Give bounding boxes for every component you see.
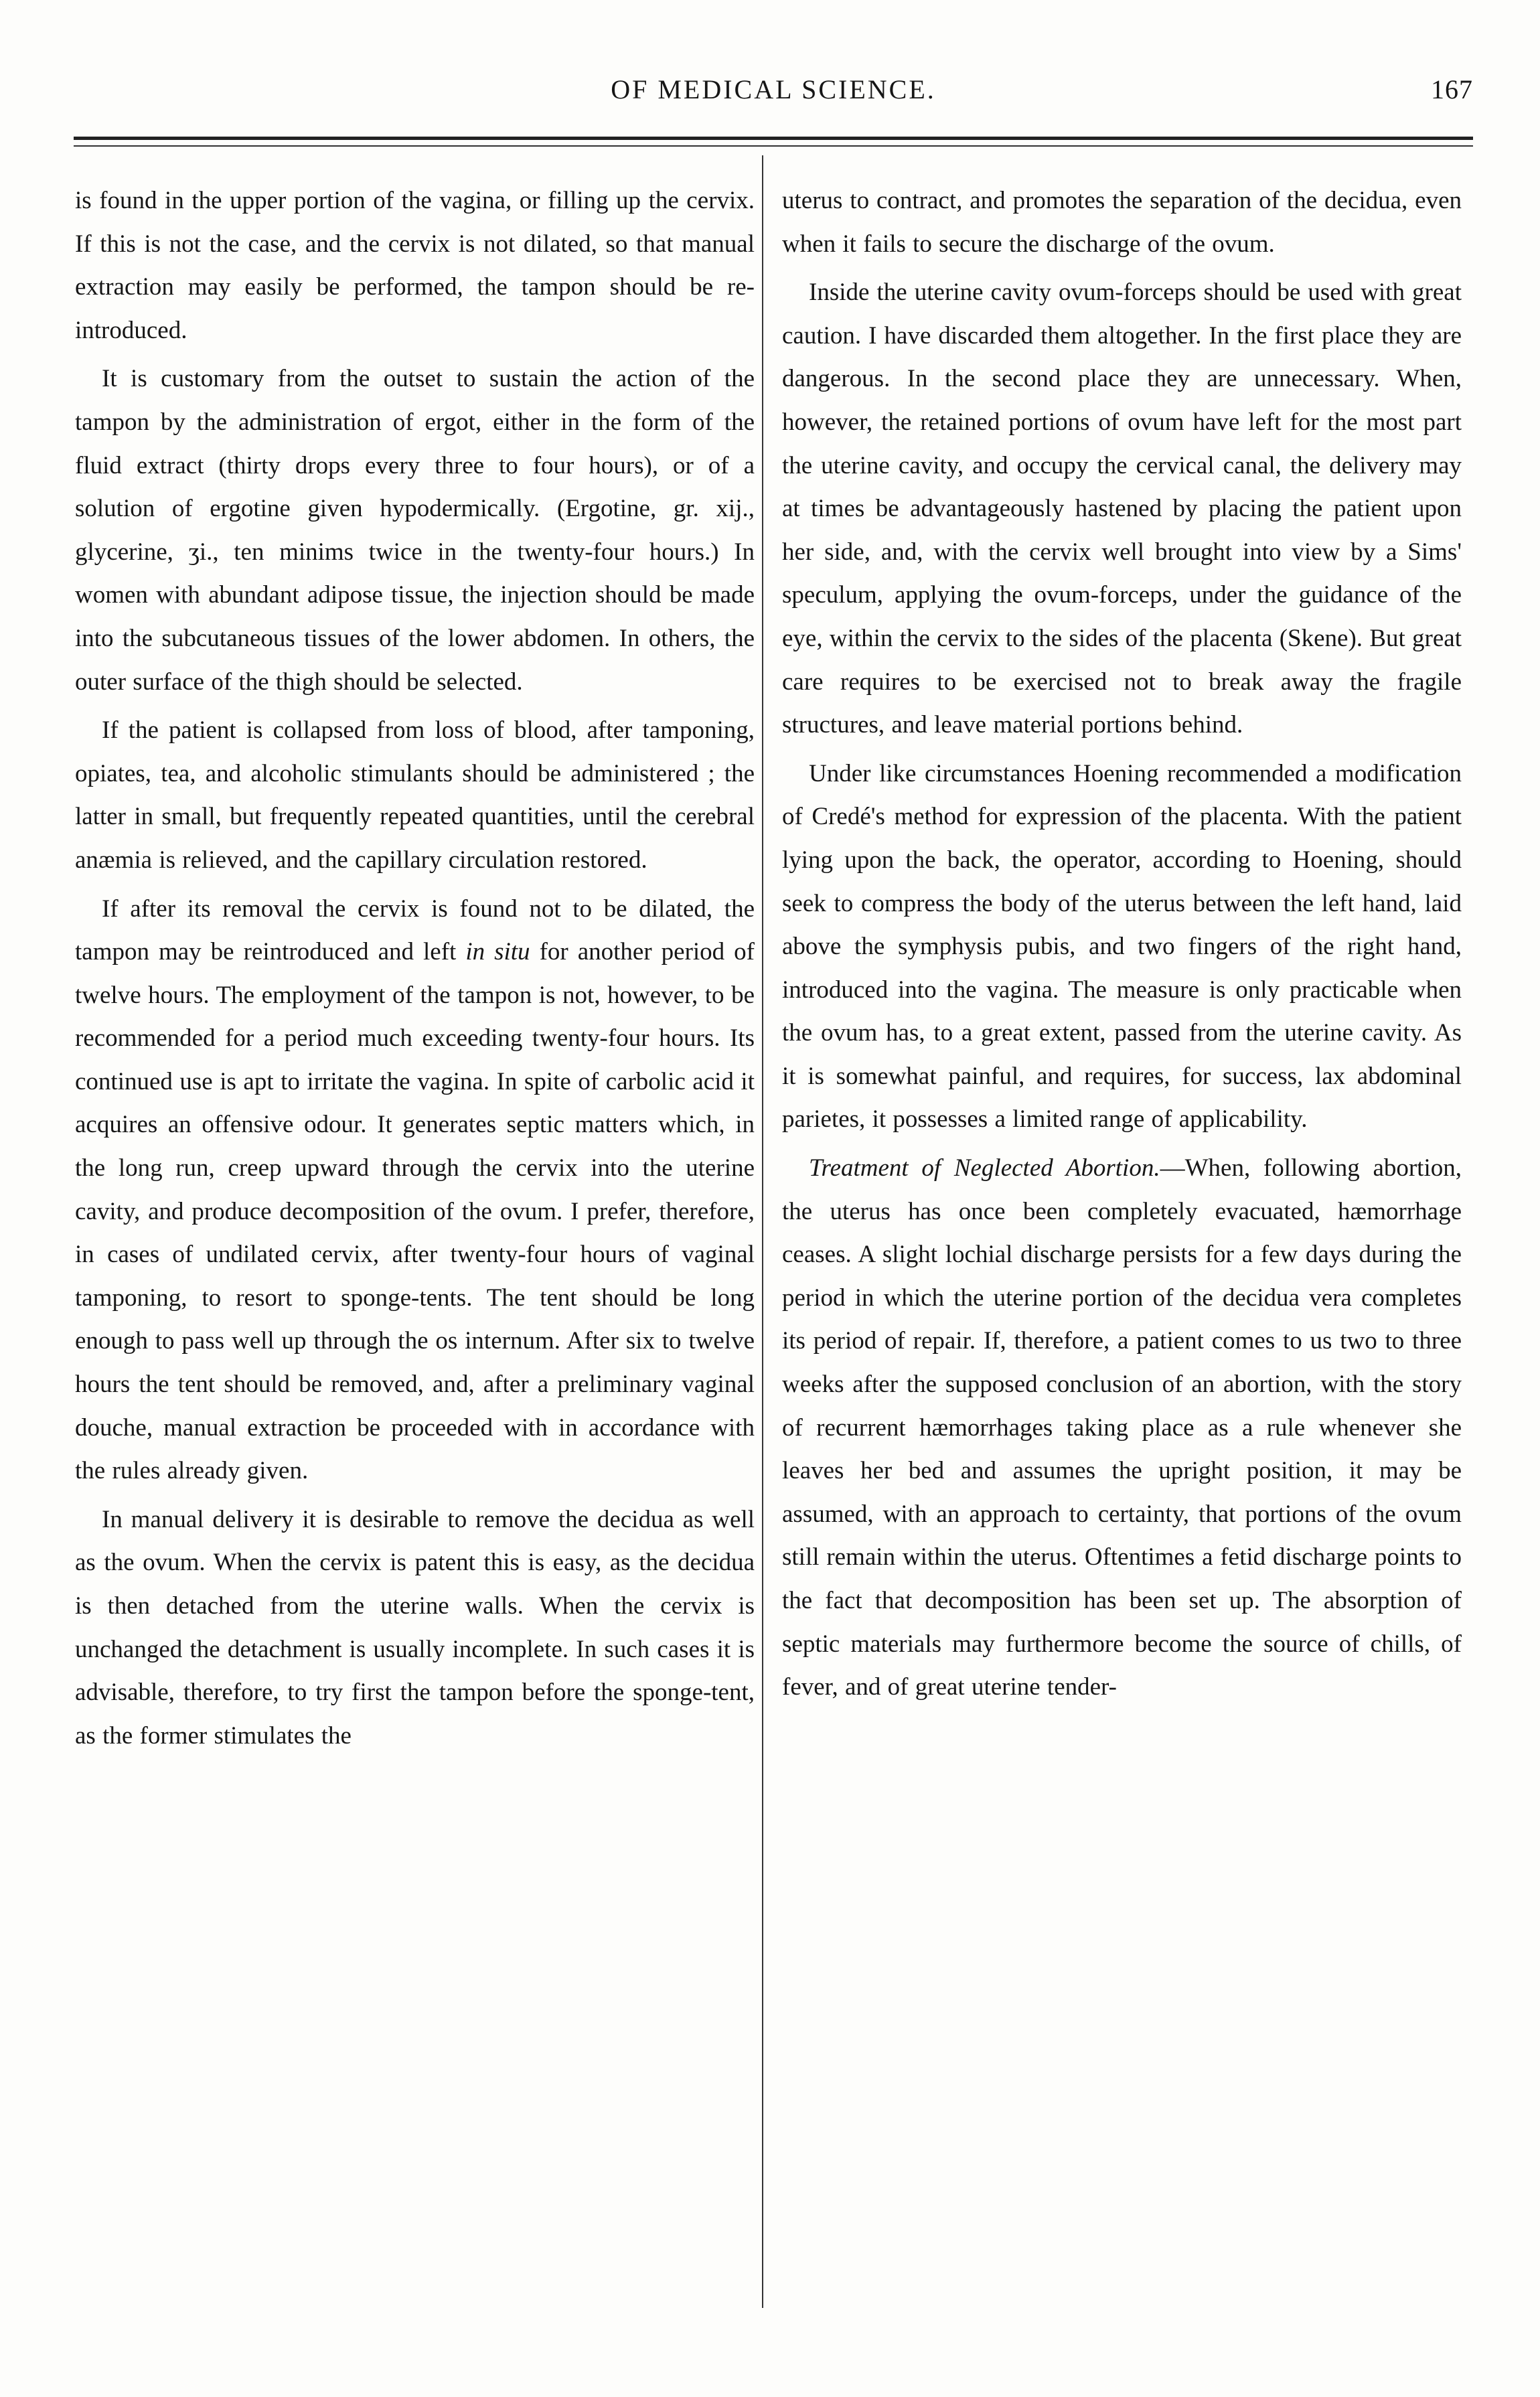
paragraph <box>75 888 755 1493</box>
paragraph: Under like circumstances Hoening recommended a modification of Credé's method for expression of the placenta. With the patient lying upon the back, the operator, according to Hoening, should seek to compress the body of the uterus between the left hand, laid above the symphysis pubis, and two fingers of the right hand, introduced into the vagina. The measure is only practicable when the ovum has, to a great extent, passed from the uterine cavity. As it is somewhat painful, and requires, for success, lax abdominal parietes, it possesses a limited range of applicability. <box>782 759 1462 1134</box>
section-heading: Treatment of Neglected Abortion. <box>809 1154 1160 1182</box>
right-column <box>782 179 1462 1709</box>
paragraph-text: If after its removal the cervix is found not to be dilated, the tampon may be reintroduced and left <box>75 895 755 966</box>
paragraph: uterus to contract, and promotes the separation of the decidua, even when it fails to secure the discharge of the ovum. <box>782 187 1462 258</box>
paragraph: It is customary from the outset to sustain the action of the tampon by the administration of ergot, either in the form of the fluid extract (thirty drops every three to four hours), or of a solution of ergotine given hypodermically. (Ergotine, gr. xij., glycerine, ʒi., ten minims twice in the twenty-four hours.) In women with abundant adipose tissue, the injection should be made into the subcutaneous tissues of the lower abdomen. In others, the outer surface of the thigh should be selected. <box>75 365 755 696</box>
paragraph: If the patient is collapsed from loss of blood, after tamponing, opiates, tea, and alcoholic stimulants should be administered ; the latter in small, but frequently repeated quantities, until the cerebral anæmia is relieved, and the capillary circulation restored. <box>75 716 755 874</box>
italic-term: in situ <box>465 938 530 966</box>
paragraph: is found in the upper portion of the vagina, or filling up the cervix. If this is not the case, and the cervix is not dilated, so that manual extraction may easily be performed, the tampon should be re-introduced. <box>75 187 755 344</box>
paragraph: In manual delivery it is desirable to remove the decidua as well as the ovum. When the cervix is patent this is easy, as the decidua is then detached from the uterine walls. When the cervix is unchanged the detachment is usually incomplete. In such cases it is advisable, therefore, to try first the tampon before the sponge-tent, as the former stimulates the <box>75 1505 755 1750</box>
column-divider <box>762 155 763 2308</box>
header-rule-thick <box>74 137 1473 140</box>
page-number: 167 <box>1431 74 1473 104</box>
paragraph: Inside the uterine cavity ovum-forceps should be used with great caution. I have discarded them altogether. In the first place they are dangerous. In the second place they are unnecessary. When, however, the retained portions of ovum have left for the most part the uterine cavity, and occupy the cervical canal, the delivery may at times be advantageously hastened by placing the patient upon her side, and, with the cervix well brought into view by a Sims' speculum, applying the ovum-forceps, under the guidance of the eye, within the cervix to the sides of the placenta (Skene). But great care requires to be exercised not to break away the fragile structures, and leave material portions behind. <box>782 279 1462 739</box>
running-title: OF MEDICAL SCIENCE. <box>611 74 936 104</box>
paragraph-text: —When, following abortion, the uterus has once been completely evacuated, hæmorrhage ceases. A slight lochial discharge persists for a few days during the period in which the uterine portion of the decidua vera completes its period of repair. If, therefore, a patient comes to us two to three weeks after the supposed conclusion of an abortion, with the story of recurrent hæmorrhages taking place as a rule whenever she leaves her bed and assumes the upright position, it may be assumed, with an approach to certainty, that portions of the ovum still remain within the uterus. Oftentimes a fetid discharge points to the fact that decomposition has been set up. The absorption of septic materials may furthermore become the source of chills, of fever, and of great uterine tender- <box>782 1154 1462 1701</box>
header-rule-thin <box>74 145 1473 147</box>
running-head <box>74 74 1473 114</box>
paragraph <box>782 1147 1462 1709</box>
left-column <box>75 179 755 1758</box>
paragraph-text: for another period of twelve hours. The employment of the tampon is not, however, to be recommended for a period much exceeding twenty-four hours. Its continued use is apt to irritate the vagina. In spite of carbolic acid it acquires an offensive odour. It generates septic matters which, in the long run, creep upward through the cervix into the uterine cavity, and produce decomposition of the ovum. I prefer, therefore, in cases of undilated cervix, after twenty-four hours of vaginal tamponing, to resort to sponge-tents. The tent should be long enough to pass well up through the os internum. After six to twelve hours the tent should be removed, and, after a preliminary vaginal douche, manual extraction be proceeded with in accordance with the rules already given. <box>75 938 755 1485</box>
